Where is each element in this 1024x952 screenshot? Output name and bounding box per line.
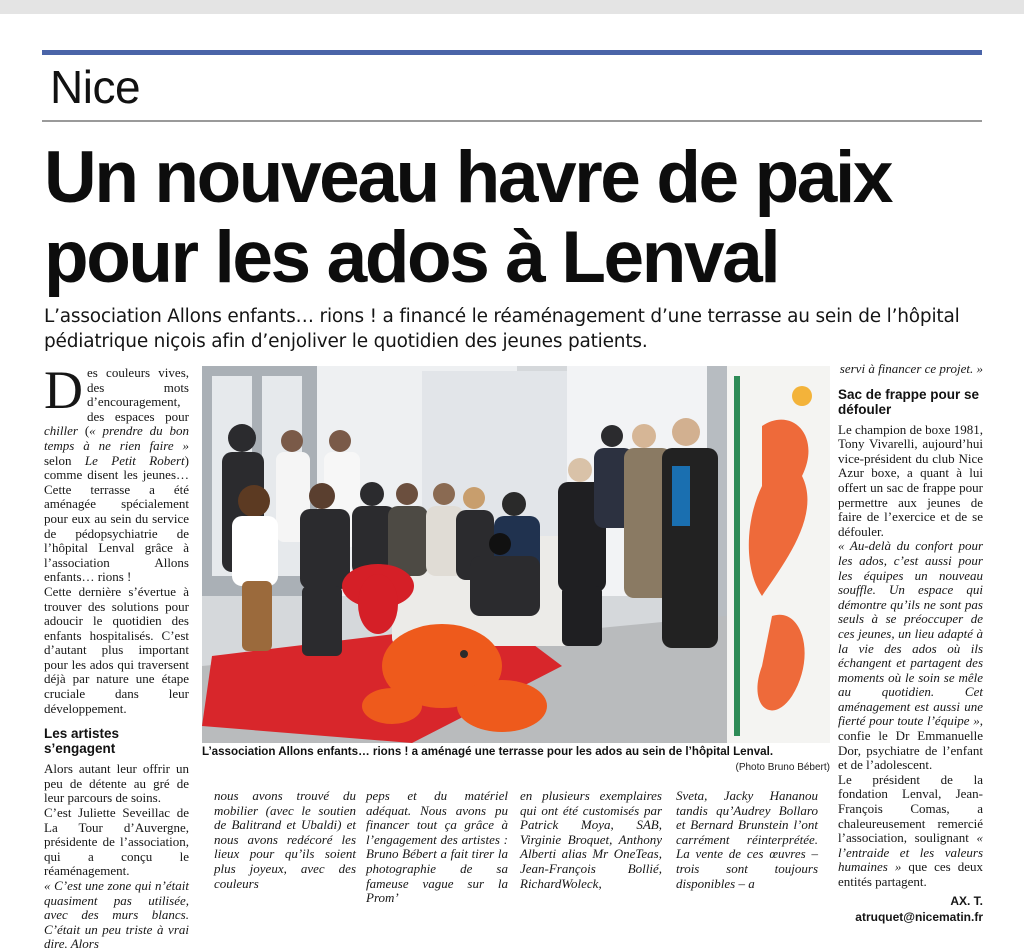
quote-paragraph: « Au-delà du confort pour les ados, c’est aussi pour les équipes un nouveau souffle. Un espace qui démontre qu’ils ne sont pas seuls à se préoccuper de ces jeunes, un lieu adapté à la vie des ados où ils échangent et partagent des moments où le soin se mêle au quotidien. Cet aménagement est aussi une fierté pour toute l’équipe », confie le Dr Emmanuelle Dor, psychiatre de l’enfant et de l’adolescent. [838,538,983,773]
column-4: en plusieurs exemplaires qui ont été customisés par Patrick Moya, SAB, Virginie Broquet, Anthony Alberti alias Mr OneTeas, Jean-François Bollié, RichardWoleck, [520,788,662,891]
drop-cap: D [44,360,83,420]
quote-paragraph: « C’est une zone qui n’était quasiment pas utilisée, avec des murs blancs. C’était un peu triste à vrai dire. Alors [44,878,189,952]
paragraph: Le champion de boxe 1981, Tony Vivarelli, aujourd’hui vice-président du club Nice Azur boxe, a quant à lui offert un sac de frappe pour permettre aux jeunes de faire de l’exercice et de se défouler. [838,421,983,539]
headline-line-1: Un nouveau havre de paix [44,137,892,218]
author-email[interactable]: atruquet@nicematin.fr [855,910,983,925]
paragraph: Le président de la fondation Lenval, Jean-François Comas, a chaleureusement remercié l’association, soulignant « l’entraide et les valeurs humaines » que ces deux entités partagent. [838,771,983,889]
section-bottom-rule [42,120,982,122]
subheading-punching-bag: Sac de frappe pour se défouler [838,386,980,417]
column-right [838,362,983,925]
headline-line-2: pour les ados à Lenval [44,217,779,298]
top-band [0,0,1024,14]
article-photo [202,366,830,743]
column-3: peps et du matériel adéquat. Nous avons pu financer tout ça grâce à l’engagement des artistes : Bruno Bébert a fait tirer la photographie de sa fameuse vague sur la Prom’ [366,788,508,906]
author-signature: AX. T. [950,893,983,908]
photo-caption: L’association Allons enfants… rions ! a aménagé une terrasse pour les ados au sein de l’hôpital Lenval. [202,745,774,758]
photo-credit: (Photo Bruno Bébert) [735,762,830,773]
paragraph: C’est Juliette Seveillac de La Tour d’Auvergne, présidente de l’association, qui a conçu le réaménagement. [44,805,189,879]
section-top-rule [42,50,982,55]
paragraph: Cette dernière s’évertue à trouver des solutions pour adoucir le quotidien des enfants hospitalisés. C’est d’autant plus important pour les ados qui traversent déjà par nature une étape cruciale dans leur développement. [44,583,189,716]
article-lead: L’association Allons enfants… rions ! a financé le réaménagement d’une terrasse au sein de l’hôpital pédiatrique niçois afin d’enjoliver le quotidien des jeunes patients. [44,306,960,352]
column-1 [44,360,189,952]
paragraph: Alors autant leur offrir un peu de détente au gré de leur parcours de soins. [44,761,189,806]
column-5: Sveta, Jacky Hananou tandis qu’Audrey Bollaro et Bernard Brunstein l’ont carrément réinterprétée. La vente de ces œuvres – trois sont toujours disponibles – a [676,788,818,891]
section-title: Nice [50,61,141,113]
next-article-teaser [42,894,462,906]
paragraph: servi à financer ce projet. » [839,361,983,376]
paragraph-intro: Des couleurs vives, des mots d’encouragement, des espaces pour chiller (« prendre du bon temps à ne rien faire » selon Le Petit Robert) comme disent les jeunes… Cette terrasse a été aménagée spécialement pour eux au sein du service de pédopsychiatrie de l’hôpital Lenval grâce à l’association Allons enfants… rions ! [44,360,189,585]
photo-illustration [202,366,830,743]
headline [44,138,1004,298]
column-2: nous avons trouvé du mobilier (avec le soutien de Balitrand et Ubaldi) et nous avons redécoré les lieux pour qu’ils soient plus joyeux, avec des couleurs [214,788,356,891]
subheading-artists: Les artistes s’engagent [44,726,120,757]
